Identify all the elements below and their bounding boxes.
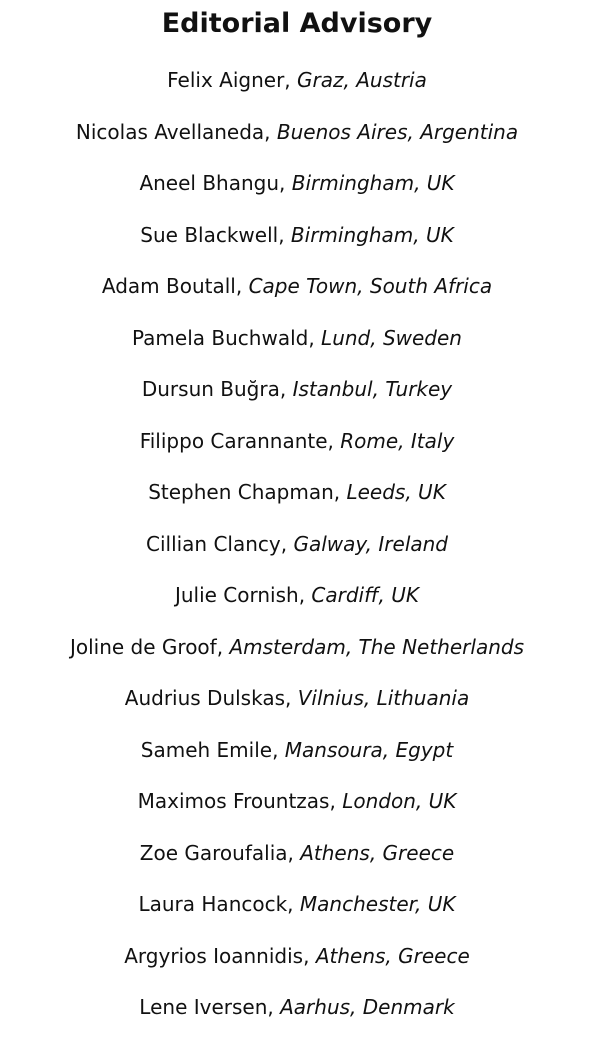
member-name: Argyrios Ioannidis, (124, 943, 310, 968)
member-name: Filippo Carannante, (139, 428, 334, 453)
advisory-member-row (0, 58, 594, 110)
member-location: Istanbul, Turkey (292, 377, 453, 401)
member-name: Joline de Groof, (69, 634, 224, 659)
member-location: Vilnius, Lithuania (297, 686, 470, 710)
advisory-member-row (0, 264, 594, 316)
member-location: Birmingham, UK (291, 171, 455, 195)
member-location: Athens, Greece (315, 943, 470, 968)
member-location: Athens, Greece (300, 840, 455, 865)
member-location: Aarhus, Denmark (280, 995, 455, 1019)
advisory-member-row (0, 625, 594, 677)
member-location: Buenos Aires, Argentina (276, 119, 519, 144)
page-title: Editorial Advisory (161, 8, 433, 39)
member-location: Rome, Italy (340, 428, 455, 453)
member-location: Amsterdam, The Netherlands (229, 634, 525, 659)
member-name: Julie Cornish, (174, 583, 306, 607)
member-name: Lene Iversen, (139, 995, 274, 1019)
advisory-member-row (0, 934, 594, 986)
member-location: Cape Town, South Africa (248, 274, 493, 298)
advisory-member-row (0, 213, 594, 265)
advisory-member-row (0, 676, 594, 728)
member-name: Pamela Buchwald, (132, 325, 315, 350)
member-name: Dursun Buğra, (141, 377, 287, 401)
advisory-member-row (0, 161, 594, 213)
member-name: Sameh Emile, (140, 737, 279, 762)
advisory-member-list (0, 58, 594, 1037)
advisory-member-row (0, 522, 594, 574)
advisory-member-row (0, 316, 594, 368)
member-location: Mansoura, Egypt (284, 737, 454, 762)
member-location: Lund, Sweden (321, 325, 462, 350)
member-name: Nicolas Avellaneda, (75, 119, 271, 144)
member-location: Birmingham, UK (290, 222, 454, 247)
advisory-member-row (0, 367, 594, 419)
advisory-member-row (0, 882, 594, 934)
member-name: Audrius Dulskas, (124, 686, 292, 710)
member-location: Manchester, UK (299, 892, 456, 916)
advisory-member-row (0, 779, 594, 831)
member-name: Sue Blackwell, (140, 222, 285, 247)
member-location: Galway, Ireland (293, 531, 448, 556)
advisory-member-row (0, 110, 594, 162)
member-name: Zoe Garoufalia, (139, 840, 294, 865)
advisory-member-row (0, 573, 594, 625)
member-name: Stephen Chapman, (148, 480, 341, 504)
member-name: Felix Aigner, (167, 68, 291, 92)
member-location: Leeds, UK (346, 480, 446, 504)
member-location: Graz, Austria (297, 68, 427, 92)
member-name: Cillian Clancy, (145, 531, 288, 556)
advisory-member-row (0, 728, 594, 780)
member-location: London, UK (342, 789, 457, 813)
advisory-member-row (0, 470, 594, 522)
member-name: Aneel Bhangu, (139, 171, 286, 195)
member-location: Cardiff, UK (311, 583, 420, 607)
member-name: Laura Hancock, (138, 892, 294, 916)
member-name: Adam Boutall, (101, 274, 243, 298)
advisory-member-row (0, 985, 594, 1037)
member-name: Maximos Frountzas, (137, 789, 336, 813)
advisory-member-row (0, 831, 594, 883)
advisory-member-row (0, 419, 594, 471)
